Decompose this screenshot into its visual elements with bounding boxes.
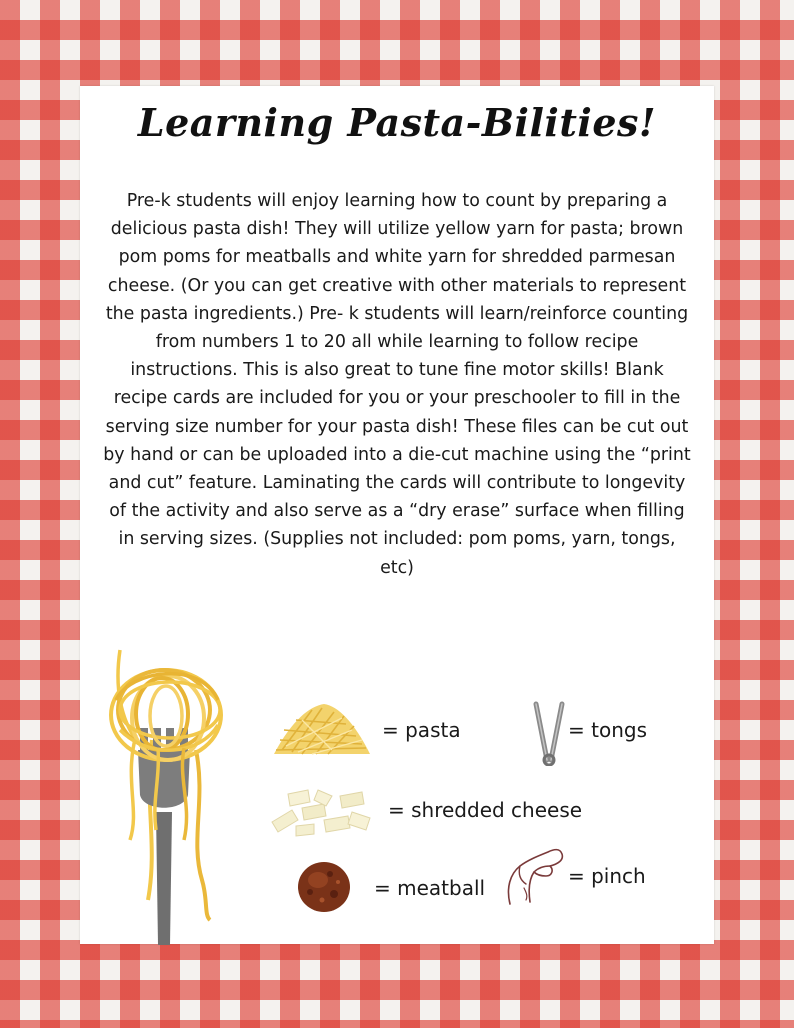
tongs-icon (532, 700, 566, 766)
activity-description: Pre-k students will enjoy learning how to count by preparing a delicious pasta dish! They will utilize yellow yarn for pasta; brown pom poms for meatballs and white yarn for shredded parmesan cheese. (Or you can get creative with other materials to represent the pasta ingredients.) Pre- k students will learn/reinforce counting from numbers 1 to 20 all while learning to follow recipe instructions. This is also great to tune fine motor skills! Blank recipe cards are included for you or your preschooler to fill in the serving size number for your pasta dish! These files can be cut out by hand or can be uploaded into a die-cut machine using the “print and cut” feature. Laminating the cards will contribute to longevity of the activity and also serve as a “dry erase” surface when filling in serving sizes. (Supplies not included: pom poms, yarn, tongs, etc) (103, 191, 691, 578)
pinch-hand-icon (504, 844, 566, 908)
legend-cheese-label: = shredded cheese (388, 798, 583, 822)
legend-pinch-label: = pinch (568, 864, 646, 888)
meatball-icon (296, 860, 352, 914)
fork-pasta-icon (100, 630, 230, 945)
legend-tongs-label: = tongs (568, 718, 647, 742)
page-title: Learning Pasta-Bilities! (137, 100, 657, 145)
legend-pasta-label: = pasta (382, 718, 461, 742)
shredded-cheese-icon (268, 786, 374, 838)
legend-meatball-label: = meatball (374, 876, 486, 900)
pasta-pile-icon (272, 700, 372, 758)
